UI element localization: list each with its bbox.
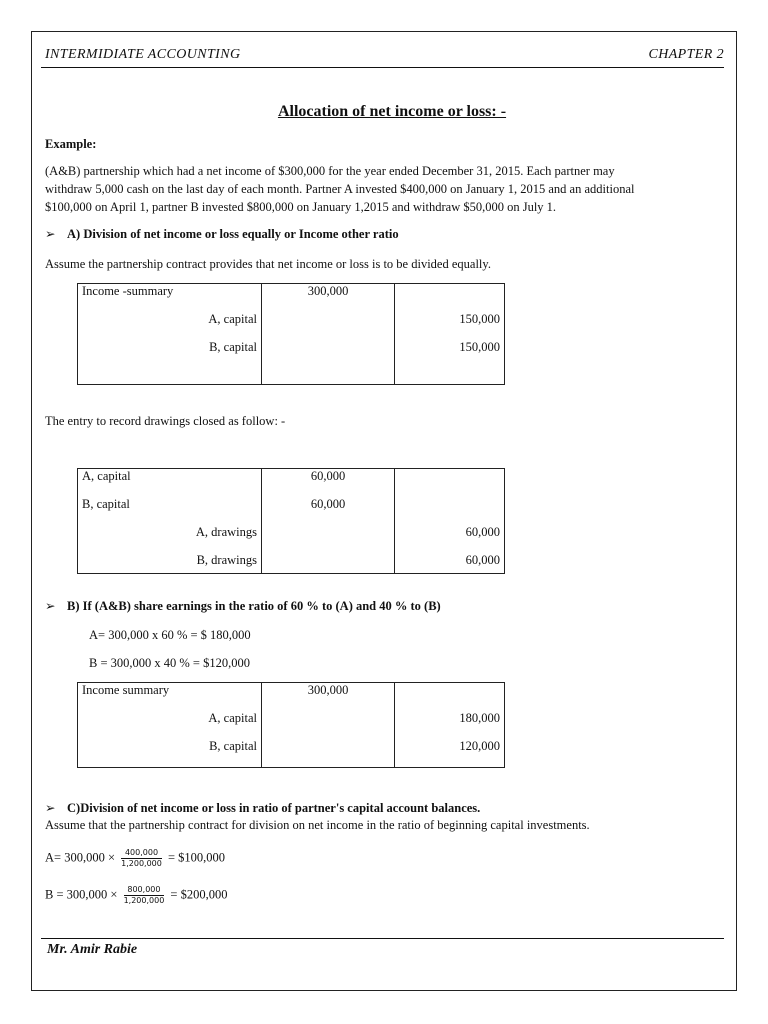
section-a-heading	[45, 226, 399, 242]
section-c-heading-text: C)Division of net income or loss in ratio of partner's capital account balances.	[67, 801, 481, 815]
table-cell: 60,000	[395, 553, 505, 574]
table-cell: 60,000	[262, 469, 395, 498]
formula-b-numerator: 800,000	[124, 885, 165, 896]
header-chapter: CHAPTER 2	[648, 47, 724, 62]
table-row	[78, 340, 505, 368]
formula-a-prefix: A= 300,000 ×	[45, 850, 116, 865]
intro-line-3: $100,000 on April 1, partner B invested $800,000 on January 1,2015 and withdraw $50,000 on July 1.	[45, 200, 557, 214]
table-cell	[395, 497, 505, 525]
page-title	[0, 103, 768, 121]
table-cell: B, capital	[78, 497, 262, 525]
table-row	[78, 553, 505, 574]
table-cell: 300,000	[262, 284, 395, 313]
table-cell	[395, 469, 505, 498]
table-cell: A, drawings	[78, 525, 262, 553]
formula-b-result: = $200,000	[170, 887, 228, 902]
table-cell: A, capital	[78, 711, 262, 739]
formula-b-fraction	[124, 885, 165, 906]
drawings-text: The entry to record drawings closed as follow: -	[45, 414, 286, 428]
table-cell: 120,000	[395, 739, 505, 768]
table-cell: A, capital	[78, 312, 262, 340]
table-cell: 300,000	[262, 683, 395, 712]
section-b-calc-a: A= 300,000 x 60 % = $ 180,000	[89, 628, 251, 642]
header-rule	[41, 67, 724, 68]
table-cell: Income -summary	[78, 284, 262, 313]
arrow-bullet-icon: ➢	[45, 801, 56, 815]
table-cell	[395, 368, 505, 385]
table-cell: B, drawings	[78, 553, 262, 574]
table-row	[78, 497, 505, 525]
table-cell	[262, 553, 395, 574]
table-row	[78, 711, 505, 739]
table-row	[78, 284, 505, 313]
table-row	[78, 312, 505, 340]
arrow-bullet-icon: ➢	[45, 599, 56, 613]
section-a-text: Assume the partnership contract provides that net income or loss is to be divided equally.	[45, 257, 491, 271]
journal-table-equal	[77, 283, 505, 385]
section-b-heading-text: B) If (A&B) share earnings in the ratio of 60 % to (A) and 40 % to (B)	[67, 599, 441, 613]
intro-line-1: (A&B) partnership which had a net income of $300,000 for the year ended December 31, 2015. Each partner may	[45, 164, 615, 178]
table-row	[78, 525, 505, 553]
section-a-heading-text: A) Division of net income or loss equally or Income other ratio	[67, 227, 399, 241]
section-b-calc-b: B = 300,000 x 40 % = $120,000	[89, 656, 250, 670]
table-cell: 150,000	[395, 312, 505, 340]
table-cell	[78, 368, 262, 385]
footer-author: Mr. Amir Rabie	[47, 942, 138, 957]
intro-paragraph	[45, 162, 634, 216]
table-cell	[395, 284, 505, 313]
table-cell: 180,000	[395, 711, 505, 739]
table-row	[78, 683, 505, 712]
table-cell: Income summary	[78, 683, 262, 712]
table-cell: B, capital	[78, 739, 262, 768]
table-cell	[262, 368, 395, 385]
table-cell	[262, 711, 395, 739]
table-cell: 60,000	[262, 497, 395, 525]
section-c-text: Assume that the partnership contract for division on net income in the ratio of beginning capital investments.	[45, 818, 590, 832]
formula-a-numerator: 400,000	[121, 848, 162, 859]
table-cell	[395, 683, 505, 712]
journal-table-ratio	[77, 682, 505, 768]
table-row	[78, 739, 505, 768]
table-cell	[262, 739, 395, 768]
journal-table-drawings	[77, 468, 505, 574]
formula-a-fraction	[121, 848, 162, 869]
section-b-heading	[45, 598, 441, 614]
table-row	[78, 469, 505, 498]
table-row	[78, 368, 505, 385]
example-label: Example:	[45, 137, 97, 151]
page-title-text: Allocation of net income or loss: -	[277, 103, 507, 120]
formula-b-denominator: 1,200,000	[123, 896, 165, 905]
formula-b-prefix: B = 300,000 ×	[45, 887, 118, 902]
section-c-heading	[45, 800, 480, 816]
arrow-bullet-icon: ➢	[45, 227, 56, 241]
table-cell	[262, 340, 395, 368]
table-cell	[262, 312, 395, 340]
table-cell: 150,000	[395, 340, 505, 368]
intro-line-2: withdraw 5,000 cash on the last day of each month. Partner A invested $400,000 on January 1, 2015 and an additional	[45, 182, 635, 196]
formula-a-result: = $100,000	[167, 850, 226, 865]
table-cell: 60,000	[395, 525, 505, 553]
table-cell	[262, 525, 395, 553]
table-cell: A, capital	[78, 469, 262, 498]
formula-b	[45, 885, 227, 906]
footer-rule	[41, 938, 724, 939]
formula-a	[45, 848, 225, 869]
header-subject: INTERMIDIATE ACCOUNTING	[45, 47, 241, 62]
table-cell: B, capital	[78, 340, 262, 368]
formula-a-denominator: 1,200,000	[121, 859, 162, 868]
